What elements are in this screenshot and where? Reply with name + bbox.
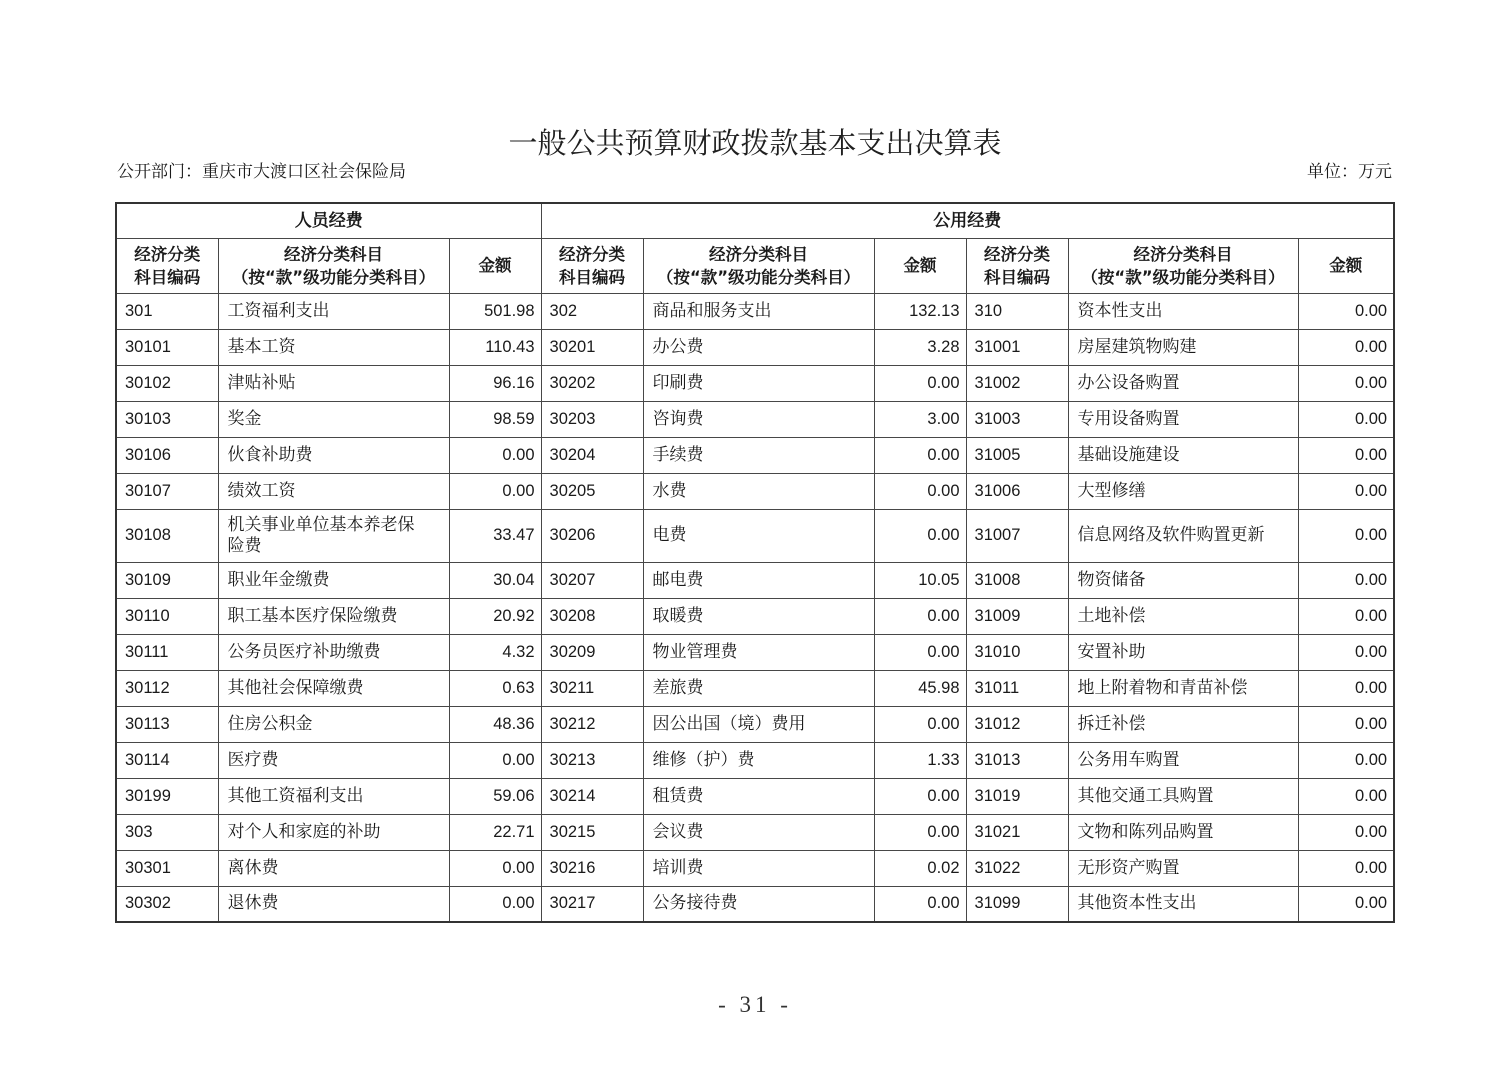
table-row xyxy=(116,814,1394,850)
group-header-row xyxy=(116,203,1394,238)
amount-cell: 0.00 xyxy=(1298,886,1394,922)
code-cell: 303 xyxy=(116,814,218,850)
code-cell: 31021 xyxy=(966,814,1068,850)
subject-header-text: 经济分类科目 xyxy=(709,244,809,264)
code-cell: 31009 xyxy=(966,598,1068,634)
subject-cell: 其他工资福利支出 xyxy=(218,778,449,814)
code-cell: 30206 xyxy=(541,509,643,562)
subject-cell: 医疗费 xyxy=(218,742,449,778)
subject-cell: 因公出国（境）费用 xyxy=(643,706,874,742)
table-row xyxy=(116,598,1394,634)
amount-cell: 0.00 xyxy=(1298,437,1394,473)
code-cell: 30211 xyxy=(541,670,643,706)
page-number: - 31 - xyxy=(718,992,792,1017)
code-cell: 30213 xyxy=(541,742,643,778)
table-row xyxy=(116,509,1394,562)
code-cell: 30102 xyxy=(116,365,218,401)
code-cell: 30106 xyxy=(116,437,218,473)
amount-cell: 0.00 xyxy=(1298,814,1394,850)
code-cell: 31002 xyxy=(966,365,1068,401)
amount-cell: 0.00 xyxy=(1298,706,1394,742)
amount-cell: 0.00 xyxy=(874,778,966,814)
subject-cell: 咨询费 xyxy=(643,401,874,437)
group-header-public: 公用经费 xyxy=(541,203,1394,238)
amount-cell: 0.00 xyxy=(874,473,966,509)
amount-cell: 0.00 xyxy=(1298,670,1394,706)
code-cell: 31006 xyxy=(966,473,1068,509)
subject-cell: 物资储备 xyxy=(1068,562,1298,598)
code-cell: 30216 xyxy=(541,850,643,886)
amount-cell: 110.43 xyxy=(449,329,541,365)
table-row xyxy=(116,886,1394,922)
subject-cell: 商品和服务支出 xyxy=(643,293,874,329)
subject-cell: 奖金 xyxy=(218,401,449,437)
code-cell: 30112 xyxy=(116,670,218,706)
code-cell: 30204 xyxy=(541,437,643,473)
subject-cell: 退休费 xyxy=(218,886,449,922)
code-cell: 30103 xyxy=(116,401,218,437)
subject-cell: 机关事业单位基本养老保险费 xyxy=(218,509,449,562)
amount-cell: 0.00 xyxy=(1298,742,1394,778)
amount-column-header: 金额 xyxy=(1298,238,1394,293)
code-cell: 30107 xyxy=(116,473,218,509)
subject-cell: 办公设备购置 xyxy=(1068,365,1298,401)
subject-cell: 土地补偿 xyxy=(1068,598,1298,634)
code-cell: 310 xyxy=(966,293,1068,329)
subject-cell: 手续费 xyxy=(643,437,874,473)
subject-cell: 安置补助 xyxy=(1068,634,1298,670)
amount-column-header: 金额 xyxy=(449,238,541,293)
table-row xyxy=(116,670,1394,706)
subject-cell: 房屋建筑物购建 xyxy=(1068,329,1298,365)
page-title: 一般公共预算财政拨款基本支出决算表 xyxy=(508,126,1002,160)
code-cell: 30201 xyxy=(541,329,643,365)
amount-cell: 0.00 xyxy=(1298,293,1394,329)
group-header-personnel: 人员经费 xyxy=(116,203,541,238)
amount-cell: 0.00 xyxy=(1298,778,1394,814)
subject-cell: 住房公积金 xyxy=(218,706,449,742)
code-cell: 30217 xyxy=(541,886,643,922)
code-cell: 31001 xyxy=(966,329,1068,365)
amount-cell: 98.59 xyxy=(449,401,541,437)
subject-header-text: 经济分类科目 xyxy=(1133,244,1233,264)
department-label: 公开部门：重庆市大渡口区社会保险局 xyxy=(117,162,406,182)
subject-cell: 对个人和家庭的补助 xyxy=(218,814,449,850)
subject-cell: 拆迁补偿 xyxy=(1068,706,1298,742)
subject-cell: 职工基本医疗保险缴费 xyxy=(218,598,449,634)
subject-cell: 无形资产购置 xyxy=(1068,850,1298,886)
code-cell: 31012 xyxy=(966,706,1068,742)
code-column-header xyxy=(116,238,218,293)
subject-cell: 其他社会保障缴费 xyxy=(218,670,449,706)
code-cell: 30108 xyxy=(116,509,218,562)
subject-cell: 专用设备购置 xyxy=(1068,401,1298,437)
code-cell: 30114 xyxy=(116,742,218,778)
subject-cell: 基本工资 xyxy=(218,329,449,365)
amount-cell: 0.00 xyxy=(874,365,966,401)
amount-cell: 45.98 xyxy=(874,670,966,706)
amount-cell: 501.98 xyxy=(449,293,541,329)
code-cell: 30202 xyxy=(541,365,643,401)
amount-cell: 0.00 xyxy=(874,437,966,473)
subject-cell: 文物和陈列品购置 xyxy=(1068,814,1298,850)
subject-cell: 邮电费 xyxy=(643,562,874,598)
code-cell: 31008 xyxy=(966,562,1068,598)
subject-cell: 资本性支出 xyxy=(1068,293,1298,329)
amount-cell: 0.00 xyxy=(874,634,966,670)
amount-cell: 10.05 xyxy=(874,562,966,598)
code-cell: 30113 xyxy=(116,706,218,742)
code-cell: 31005 xyxy=(966,437,1068,473)
subject-header-note: （按“款”级功能分类科目） xyxy=(231,267,436,287)
table-row xyxy=(116,473,1394,509)
subject-cell: 电费 xyxy=(643,509,874,562)
subject-cell: 办公费 xyxy=(643,329,874,365)
subject-cell: 离休费 xyxy=(218,850,449,886)
code-cell: 30110 xyxy=(116,598,218,634)
amount-cell: 4.32 xyxy=(449,634,541,670)
subject-cell: 取暖费 xyxy=(643,598,874,634)
table-row xyxy=(116,778,1394,814)
subject-cell: 职业年金缴费 xyxy=(218,562,449,598)
subject-cell: 津贴补贴 xyxy=(218,365,449,401)
amount-cell: 0.00 xyxy=(1298,634,1394,670)
code-cell: 302 xyxy=(541,293,643,329)
code-cell: 301 xyxy=(116,293,218,329)
table-row xyxy=(116,437,1394,473)
subject-cell: 工资福利支出 xyxy=(218,293,449,329)
code-cell: 30214 xyxy=(541,778,643,814)
amount-cell: 132.13 xyxy=(874,293,966,329)
subject-cell: 维修（护）费 xyxy=(643,742,874,778)
code-cell: 30207 xyxy=(541,562,643,598)
amount-cell: 0.00 xyxy=(874,886,966,922)
code-cell: 31011 xyxy=(966,670,1068,706)
amount-column-header: 金额 xyxy=(874,238,966,293)
subject-cell: 其他资本性支出 xyxy=(1068,886,1298,922)
amount-cell: 0.00 xyxy=(449,473,541,509)
code-cell: 30199 xyxy=(116,778,218,814)
subject-column-header xyxy=(1068,238,1298,293)
subject-cell: 公务接待费 xyxy=(643,886,874,922)
amount-cell: 3.00 xyxy=(874,401,966,437)
code-cell: 30208 xyxy=(541,598,643,634)
amount-cell: 0.00 xyxy=(1298,562,1394,598)
amount-cell: 0.00 xyxy=(874,598,966,634)
subject-cell: 公务员医疗补助缴费 xyxy=(218,634,449,670)
code-cell: 30205 xyxy=(541,473,643,509)
code-cell: 30212 xyxy=(541,706,643,742)
table-row xyxy=(116,365,1394,401)
column-header-row xyxy=(116,238,1394,293)
subject-cell: 绩效工资 xyxy=(218,473,449,509)
table-row xyxy=(116,742,1394,778)
table-row xyxy=(116,329,1394,365)
code-cell: 31003 xyxy=(966,401,1068,437)
code-header-text: 经济分类科目编码 xyxy=(559,244,626,287)
table-row xyxy=(116,850,1394,886)
subject-cell: 水费 xyxy=(643,473,874,509)
subject-cell: 差旅费 xyxy=(643,670,874,706)
subject-cell: 公务用车购置 xyxy=(1068,742,1298,778)
table-row xyxy=(116,562,1394,598)
unit-label: 单位：万元 xyxy=(1307,162,1392,182)
amount-cell: 0.00 xyxy=(1298,509,1394,562)
subject-cell: 培训费 xyxy=(643,850,874,886)
amount-cell: 0.00 xyxy=(874,814,966,850)
table-row xyxy=(116,706,1394,742)
amount-cell: 48.36 xyxy=(449,706,541,742)
amount-cell: 0.00 xyxy=(1298,329,1394,365)
subject-cell: 信息网络及软件购置更新 xyxy=(1068,509,1298,562)
amount-cell: 0.00 xyxy=(1298,473,1394,509)
amount-cell: 33.47 xyxy=(449,509,541,562)
subject-cell: 伙食补助费 xyxy=(218,437,449,473)
code-cell: 30301 xyxy=(116,850,218,886)
amount-cell: 0.00 xyxy=(874,509,966,562)
subject-cell: 其他交通工具购置 xyxy=(1068,778,1298,814)
amount-cell: 96.16 xyxy=(449,365,541,401)
amount-cell: 0.00 xyxy=(449,742,541,778)
subject-cell: 物业管理费 xyxy=(643,634,874,670)
code-column-header xyxy=(541,238,643,293)
code-header-text: 经济分类科目编码 xyxy=(984,244,1051,287)
amount-cell: 20.92 xyxy=(449,598,541,634)
subject-column-header xyxy=(643,238,874,293)
subject-cell: 会议费 xyxy=(643,814,874,850)
subject-cell: 基础设施建设 xyxy=(1068,437,1298,473)
subject-cell: 大型修缮 xyxy=(1068,473,1298,509)
table-row xyxy=(116,293,1394,329)
code-cell: 31007 xyxy=(966,509,1068,562)
amount-cell: 3.28 xyxy=(874,329,966,365)
code-cell: 30101 xyxy=(116,329,218,365)
amount-cell: 0.00 xyxy=(1298,598,1394,634)
code-cell: 30203 xyxy=(541,401,643,437)
amount-cell: 0.00 xyxy=(1298,401,1394,437)
amount-cell: 0.00 xyxy=(449,886,541,922)
amount-cell: 0.00 xyxy=(1298,850,1394,886)
code-cell: 30302 xyxy=(116,886,218,922)
amount-cell: 22.71 xyxy=(449,814,541,850)
amount-cell: 1.33 xyxy=(874,742,966,778)
code-header-text: 经济分类科目编码 xyxy=(134,244,201,287)
subject-header-note: （按“款”级功能分类科目） xyxy=(1081,267,1285,287)
subject-cell: 租赁费 xyxy=(643,778,874,814)
code-cell: 30209 xyxy=(541,634,643,670)
subject-cell: 地上附着物和青苗补偿 xyxy=(1068,670,1298,706)
code-cell: 31019 xyxy=(966,778,1068,814)
expenditure-table xyxy=(115,202,1395,923)
code-cell: 31010 xyxy=(966,634,1068,670)
subject-header-text: 经济分类科目 xyxy=(284,244,383,264)
table-row xyxy=(116,634,1394,670)
code-cell: 31013 xyxy=(966,742,1068,778)
code-cell: 30215 xyxy=(541,814,643,850)
subject-column-header xyxy=(218,238,449,293)
amount-cell: 0.00 xyxy=(1298,365,1394,401)
code-column-header xyxy=(966,238,1068,293)
amount-cell: 0.63 xyxy=(449,670,541,706)
amount-cell: 30.04 xyxy=(449,562,541,598)
subject-header-note: （按“款”级功能分类科目） xyxy=(656,267,861,287)
code-cell: 30109 xyxy=(116,562,218,598)
amount-cell: 59.06 xyxy=(449,778,541,814)
amount-cell: 0.02 xyxy=(874,850,966,886)
subject-cell: 印刷费 xyxy=(643,365,874,401)
table-row xyxy=(116,401,1394,437)
amount-cell: 0.00 xyxy=(449,850,541,886)
code-cell: 31099 xyxy=(966,886,1068,922)
code-cell: 30111 xyxy=(116,634,218,670)
amount-cell: 0.00 xyxy=(874,706,966,742)
code-cell: 31022 xyxy=(966,850,1068,886)
amount-cell: 0.00 xyxy=(449,437,541,473)
